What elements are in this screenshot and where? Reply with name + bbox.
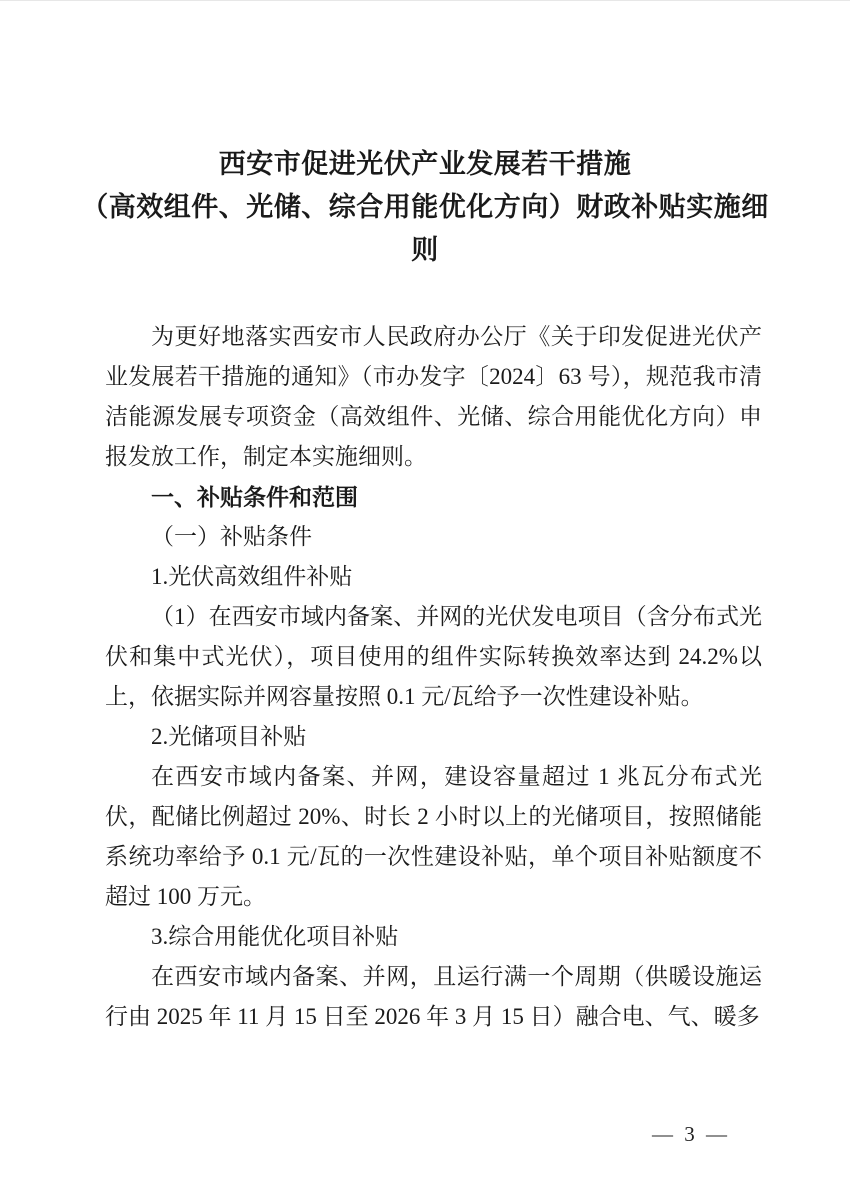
section-heading-1: 一、补贴条件和范围 (151, 484, 358, 510)
title-line: （高效组件、光储、综合用能优化方向）财政补贴实施细 (81, 192, 769, 222)
document-body (105, 317, 762, 1037)
clause-heading: 3.综合用能优化项目补贴 (151, 924, 399, 949)
scan-edge-line (0, 0, 850, 1)
title-line: 西安市促进光伏产业发展若干措施 (218, 149, 632, 179)
body-paragraph: 为更好地落实西安市人民政府办公厅《关于印发促进光伏产业发展若干措施的通知》（市办发字〔2024〕63 号），规范我市清洁能源发展专项资金（高效组件、光储、综合用能优化方向）申报发放工作，制定本实施细则。 (105, 324, 762, 469)
body-paragraph: （1）在西安市域内备案、并网的光伏发电项目（含分布式光伏和集中式光伏），项目使用的组件实际转换效率达到 24.2%以上，依据实际并网容量按照 0.1 元/瓦给予一次性建设补贴。 (105, 604, 762, 709)
page-number: — 3 — (652, 1122, 730, 1146)
clause-heading: 1.光伏高效组件补贴 (151, 564, 353, 589)
clause-heading: 2.光储项目补贴 (151, 724, 307, 749)
document-title (0, 143, 850, 272)
section-heading-2: （一）补贴条件 (151, 524, 312, 549)
title-line: 则 (411, 235, 439, 265)
body-paragraph: 在西安市域内备案、并网，且运行满一个周期（供暖设施运行由 2025 年 11 月 15 日至 2026 年 3 月 15 日）融合电、气、暖多 (105, 964, 762, 1029)
body-paragraph: 在西安市域内备案、并网，建设容量超过 1 兆瓦分布式光伏，配储比例超过 20%、时长 2 小时以上的光储项目，按照储能系统功率给予 0.1 元/瓦的一次性建设补贴，单个项目补贴额度不超过 100 万元。 (105, 764, 762, 909)
